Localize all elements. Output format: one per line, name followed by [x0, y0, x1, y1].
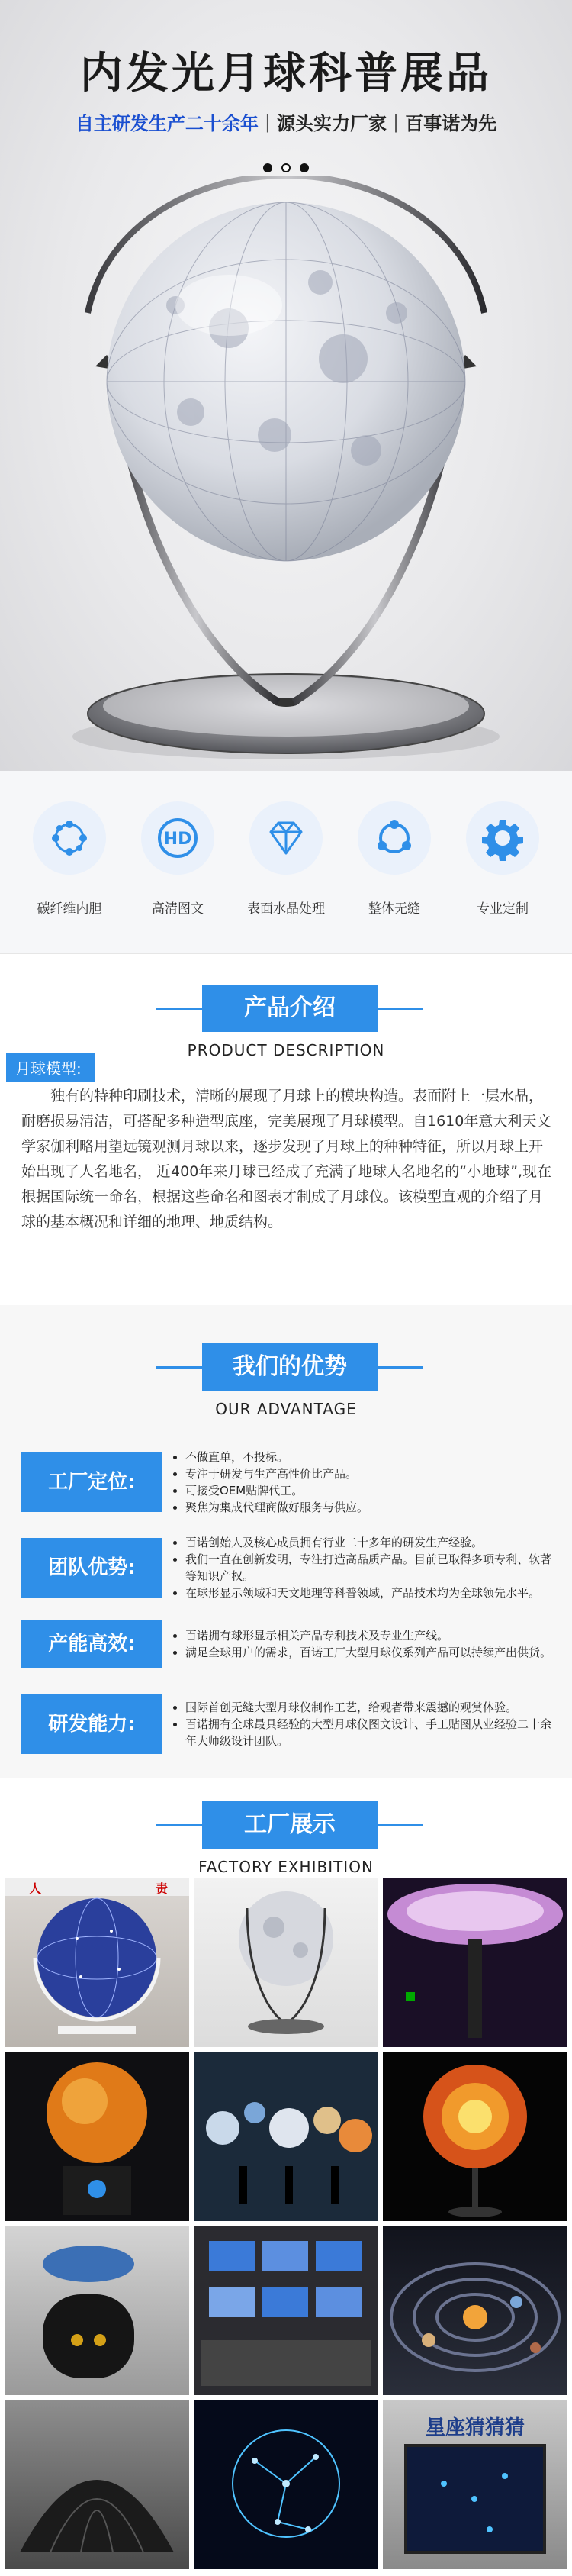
feature-label: 专业定制 [477, 901, 529, 917]
photo-sign-text: 星座猜猜猜 [425, 2416, 525, 2439]
feature-label: 碳纤维内胆 [37, 901, 102, 917]
carbon-fiber-icon [33, 801, 106, 875]
header-line [156, 1824, 202, 1826]
factory-photo-earth-core [383, 2052, 567, 2221]
subtitle-separator: | [264, 111, 271, 133]
list-item: • 我们一直在创新发明，专注打造高品质产品。目前已取得多项专利、软著等知识产权。 [185, 1551, 555, 1585]
factory-section [0, 1778, 572, 2576]
feature-label: 表面水晶处理 [247, 901, 325, 917]
feature-label: 整体无缝 [368, 901, 420, 917]
header-line [378, 1008, 423, 1010]
hero-subtitle [0, 108, 572, 135]
photo-banner-text: 人 [29, 1881, 42, 1896]
feature-hd [128, 801, 227, 953]
header-line [378, 1366, 423, 1369]
advantage-row-capacity [21, 1620, 555, 1668]
factory-photo-solar-system [383, 2226, 567, 2395]
seamless-loop-icon [358, 801, 431, 875]
list-item: • 可接受OEM贴牌代工。 [185, 1482, 368, 1499]
section-title-en: OUR ADVANTAGE [215, 1400, 357, 1418]
header-line [378, 1824, 423, 1826]
list-item: • 不做直单，不投标。 [185, 1449, 368, 1465]
hd-icon [141, 801, 214, 875]
moon-globe-image [0, 176, 572, 771]
advantage-label: 产能高效: [21, 1620, 162, 1668]
carousel-dot[interactable] [263, 163, 272, 172]
list-item: • 满足全球用户的需求，百诺工厂大型月球仪系列产品可以持续产出供货。 [185, 1644, 551, 1661]
diamond-icon [249, 801, 323, 875]
carousel-dot-active[interactable] [281, 163, 291, 172]
advantage-section-header [0, 1343, 572, 1435]
section-title-en: PRODUCT DESCRIPTION [187, 1041, 385, 1059]
factory-photo-planet-models [194, 2052, 378, 2221]
svg-text:HD: HD [163, 830, 192, 849]
page-title: 内发光月球科普展品 [80, 49, 492, 98]
advantage-list [170, 1627, 551, 1661]
factory-photo-kiosk-globe [5, 2226, 189, 2395]
feature-carbon-fiber [20, 801, 119, 953]
feature-seamless [345, 801, 444, 953]
list-item: • 百诺拥有全球最具经验的大型月球仪图文设计、手工贴图从业经验二十余年大师级设计团队。 [185, 1716, 555, 1749]
factory-photo-display-screens [194, 2226, 378, 2395]
list-item: • 国际首创无缝大型月球仪制作工艺，给观者带来震撼的观赏体验。 [185, 1699, 555, 1716]
list-item: • 聚焦为集成代理商做好服务与供应。 [185, 1499, 368, 1516]
subtitle-factory: 源头实力厂家 [277, 113, 387, 134]
advantage-section [0, 1305, 572, 1778]
moon-model-tag: 月球模型: [6, 1053, 95, 1082]
factory-photo-moon-globe [194, 1878, 378, 2047]
factory-photo-sun-globe [5, 2052, 189, 2221]
factory-photo-grid [5, 1878, 567, 2569]
feature-crystal [236, 801, 336, 953]
gear-icon [466, 801, 539, 875]
list-item: • 百诺拥有球形显示相关产品专利技术及专业生产线。 [185, 1627, 551, 1644]
section-title: 我们的优势 [202, 1343, 378, 1391]
advantage-row-rnd [21, 1694, 555, 1754]
factory-photo-constellation-globe [5, 1878, 189, 2047]
header-line [156, 1008, 202, 1010]
list-item: • 在球形显示领域和天文地理等科普领域，产品技术均为全球领先水平。 [185, 1585, 555, 1601]
factory-photo-dome-structure [5, 2400, 189, 2569]
advantage-label: 研发能力: [21, 1694, 162, 1754]
advantage-list [170, 1534, 555, 1601]
list-item: • 百诺创始人及核心成员拥有行业二十多年的研发生产经验。 [185, 1534, 555, 1551]
subtitle-separator: | [393, 111, 400, 133]
subtitle-slogan: 百事诺为先 [405, 113, 497, 134]
carousel-dots [0, 163, 572, 172]
advantage-row-team [21, 1534, 555, 1601]
feature-label: 高清图文 [152, 901, 204, 917]
subtitle-experience: 自主研发生产二十余年 [75, 113, 259, 134]
list-item: • 专注于研发与生产高性价比产品。 [185, 1465, 368, 1482]
section-title: 工厂展示 [202, 1801, 378, 1849]
photo-banner-text: 责 [156, 1881, 169, 1896]
advantage-label: 工厂定位: [21, 1452, 162, 1512]
section-title-en: FACTORY EXHIBITION [198, 1858, 374, 1876]
section-title: 产品介绍 [202, 985, 378, 1032]
product-section [0, 954, 572, 1305]
feature-strip [0, 771, 572, 954]
product-description: 独有的特种印刷技术，清晰的展现了月球上的模块构造。表面附上一层水晶，耐磨损易清洁，可搭配多种造型底座，完美展现了月球模型。自1610年意大利天文学家伽利略用望远镜观测月球以来，逐步发现了月球上的种种特征，所以月球上开始出现了人名地名， 近400年来月球已经成了充满了地球人名地名的“小地球”,现在根据国际统一命名，根据这些命名和图表才制成了月球仪。该模型直观的介绍了月球的基本概况和详细的地理、地质结构。 [21, 1088, 552, 1230]
hero-banner [0, 0, 572, 771]
carousel-dot[interactable] [300, 163, 309, 172]
factory-photo-constellation-screen [194, 2400, 378, 2569]
factory-photo-constellation-game [383, 2400, 567, 2569]
advantage-row-positioning [21, 1449, 555, 1516]
advantage-list [170, 1449, 368, 1516]
advantage-label: 团队优势: [21, 1538, 162, 1598]
factory-photo-dome-projection [383, 1878, 567, 2047]
header-line [156, 1366, 202, 1369]
feature-custom [453, 801, 552, 953]
advantage-list [170, 1699, 555, 1749]
